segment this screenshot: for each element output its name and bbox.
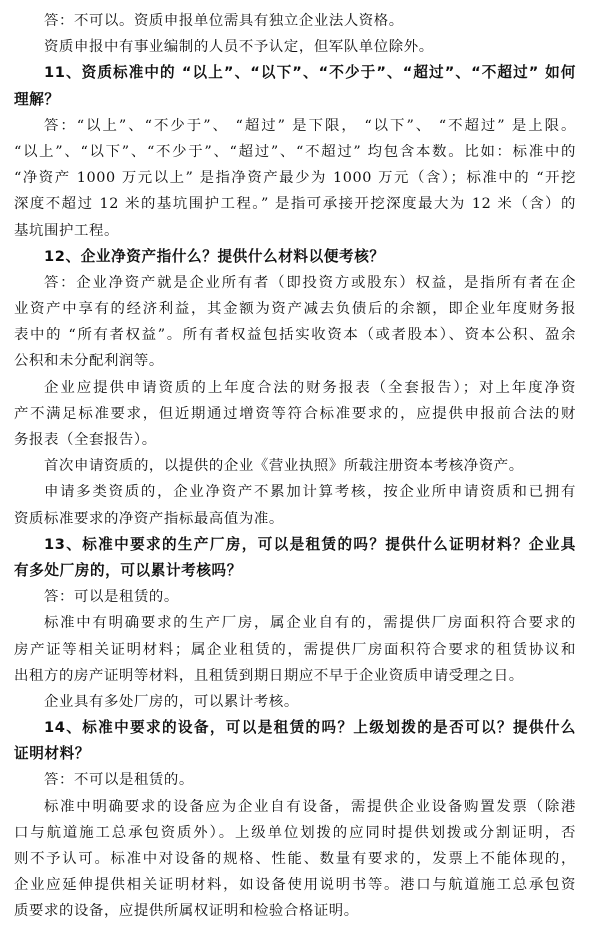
answer-paragraph-line: 则不予认可。标准中对设备的规格、性能、数量有要求的，发票上不能体现的， (14, 851, 576, 867)
answer-paragraph-line: 产不满足标准要求，但近期通过增资等符合标准要求的，应提供申报前合法的财 (14, 405, 576, 422)
answer-paragraph-line: 答：可以是租赁的。 (44, 589, 179, 606)
answer-paragraph-line: 口与航道施工总承包资质外）。上级单位划拨的应同时提供划拨或分割证明，否 (14, 824, 576, 841)
question-heading-14: 14、标准中要求的设备，可以是租赁的吗？上级划拨的是否可以？提供什么 (44, 719, 576, 737)
answer-paragraph-line: “净资产 1000 万元以上” 是指净资产最少为 1000 万元（含）；标准中的 “开挖 (14, 170, 576, 187)
answer-paragraph-line: 业资产中享有的经济利益，其金额为资产减去负债后的余额，即企业年度财务报 (14, 301, 576, 318)
answer-paragraph-line: 房产证等相关证明材料；属企业租赁的，需提供厂房面积符合要求的租赁协议和 (14, 641, 576, 658)
answer-paragraph-line: 答：不可以是租赁的。 (44, 772, 194, 789)
question-heading-14-cont: 证明材料？ (14, 745, 90, 763)
question-heading-11: 11、资质标准中的 “以上”、“以下”、“不少于”、“超过”、“不超过” 如何 (44, 64, 576, 82)
answer-paragraph-line: 基坑围护工程。 (14, 222, 119, 239)
answer-paragraph-line: 企业应延伸提供相关证明材料，如设备使用说明书等。港口与航道施工总承包资 (14, 877, 576, 894)
answer-paragraph-line: 资质申报中有事业编制的人员不予认定，但军队单位除外。 (44, 39, 434, 56)
answer-paragraph-line: 出租方的房产证明等材料，且租赁到期日期应不早于企业资质申请受理之日。 (14, 667, 524, 684)
answer-paragraph-line: 答：“以上”、“不少于”、 “超过” 是下限， “以下”、 “不超过” 是上限。 (44, 117, 576, 134)
question-heading-12: 12、企业净资产指什么？提供什么材料以便考核？ (44, 247, 385, 265)
question-heading-11-cont: 理解？ (14, 90, 60, 108)
answer-paragraph-line: 标准中明确要求的设备应为企业自有设备，需提供企业设备购置发票（除港 (44, 798, 576, 815)
answer-paragraph-line: 质要求的设备，应提供所属权证明和检验合格证明。 (14, 903, 359, 920)
answer-paragraph-line: 深度不超过 12 米的基坑围护工程。” 是指可承接开挖深度最大为 12 米（含）的 (14, 196, 576, 213)
answer-paragraph-line: “以上”、“以下”、“不少于”、“超过”、“不超过” 均包含本数。比如：标准中的 (14, 143, 576, 160)
question-heading-13-cont: 有多处厂房的，可以累计考核吗？ (14, 561, 242, 579)
answer-paragraph-line: 务报表（全套报告）。 (14, 432, 157, 448)
answer-paragraph-line: 企业具有多处厂房的，可以累计考核。 (44, 693, 299, 710)
answer-paragraph-line: 申请多类资质的，企业净资产不累加计算考核，按企业所申请资质和已拥有 (44, 484, 576, 501)
question-heading-13: 13、标准中要求的生产厂房，可以是租赁的吗？提供什么证明材料？企业具 (44, 535, 576, 553)
answer-paragraph-line: 公积和未分配利润等。 (14, 353, 164, 370)
answer-paragraph-line: 答：企业净资产就是企业所有者（即投资方或股东）权益，是指所有者在企 (44, 274, 576, 291)
answer-paragraph-line: 企业应提供申请资质的上年度合法的财务报表（全套报告）；对上年度净资 (44, 379, 576, 396)
answer-paragraph-line: 答：不可以。资质申报单位需具有独立企业法人资格。 (44, 13, 404, 29)
answer-paragraph-line: 表中的 “所有者权益”。所有者权益包括实收资本（或者股本）、资本公积、盈余 (14, 327, 576, 344)
answer-paragraph-line: 资质标准要求的净资产指标最高值为准。 (14, 510, 284, 527)
answer-paragraph-line: 首次申请资质的，以提供的企业《营业执照》所载注册资本考核净资产。 (44, 458, 524, 475)
answer-paragraph-line: 标准中有明确要求的生产厂房，属企业自有的，需提供厂房面积符合要求的 (44, 615, 576, 632)
